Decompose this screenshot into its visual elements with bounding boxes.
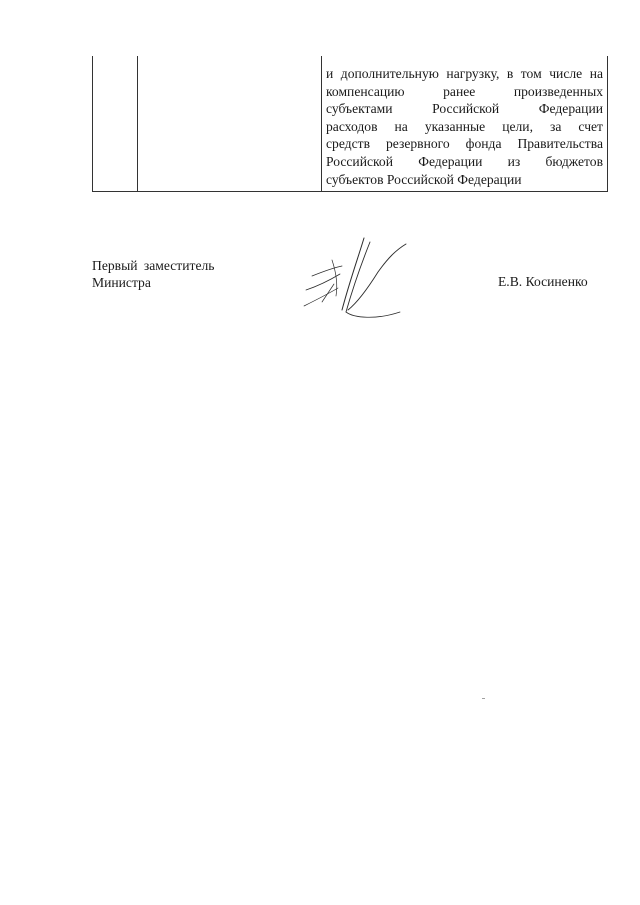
position-line-2: Министра xyxy=(92,274,151,290)
cell-text-line: субъектами Российской Федерации xyxy=(326,101,603,117)
cell-text-line: субъектов Российской Федерации xyxy=(326,171,522,187)
signatory-position xyxy=(92,258,214,291)
handwritten-signature xyxy=(292,232,422,324)
cell-text-line: Российской Федерации из бюджетов xyxy=(326,153,603,169)
table-fragment xyxy=(92,56,608,192)
table-cell-description xyxy=(322,56,607,191)
table-cell-number xyxy=(93,56,138,191)
signatory-name: Е.В. Косиненко xyxy=(498,274,588,289)
scan-speck xyxy=(482,698,485,699)
cell-text-line: расходов на указанные цели, за счет xyxy=(326,118,603,134)
table-cell-empty xyxy=(138,56,322,191)
cell-text-line: средств резервного фонда Правительства xyxy=(326,136,603,152)
cell-text-line: компенсацию ранее произведенных xyxy=(326,83,603,99)
cell-text-line: и дополнительную нагрузку, в том числе на xyxy=(326,66,603,81)
position-line-1: Первый заместитель xyxy=(92,258,215,273)
